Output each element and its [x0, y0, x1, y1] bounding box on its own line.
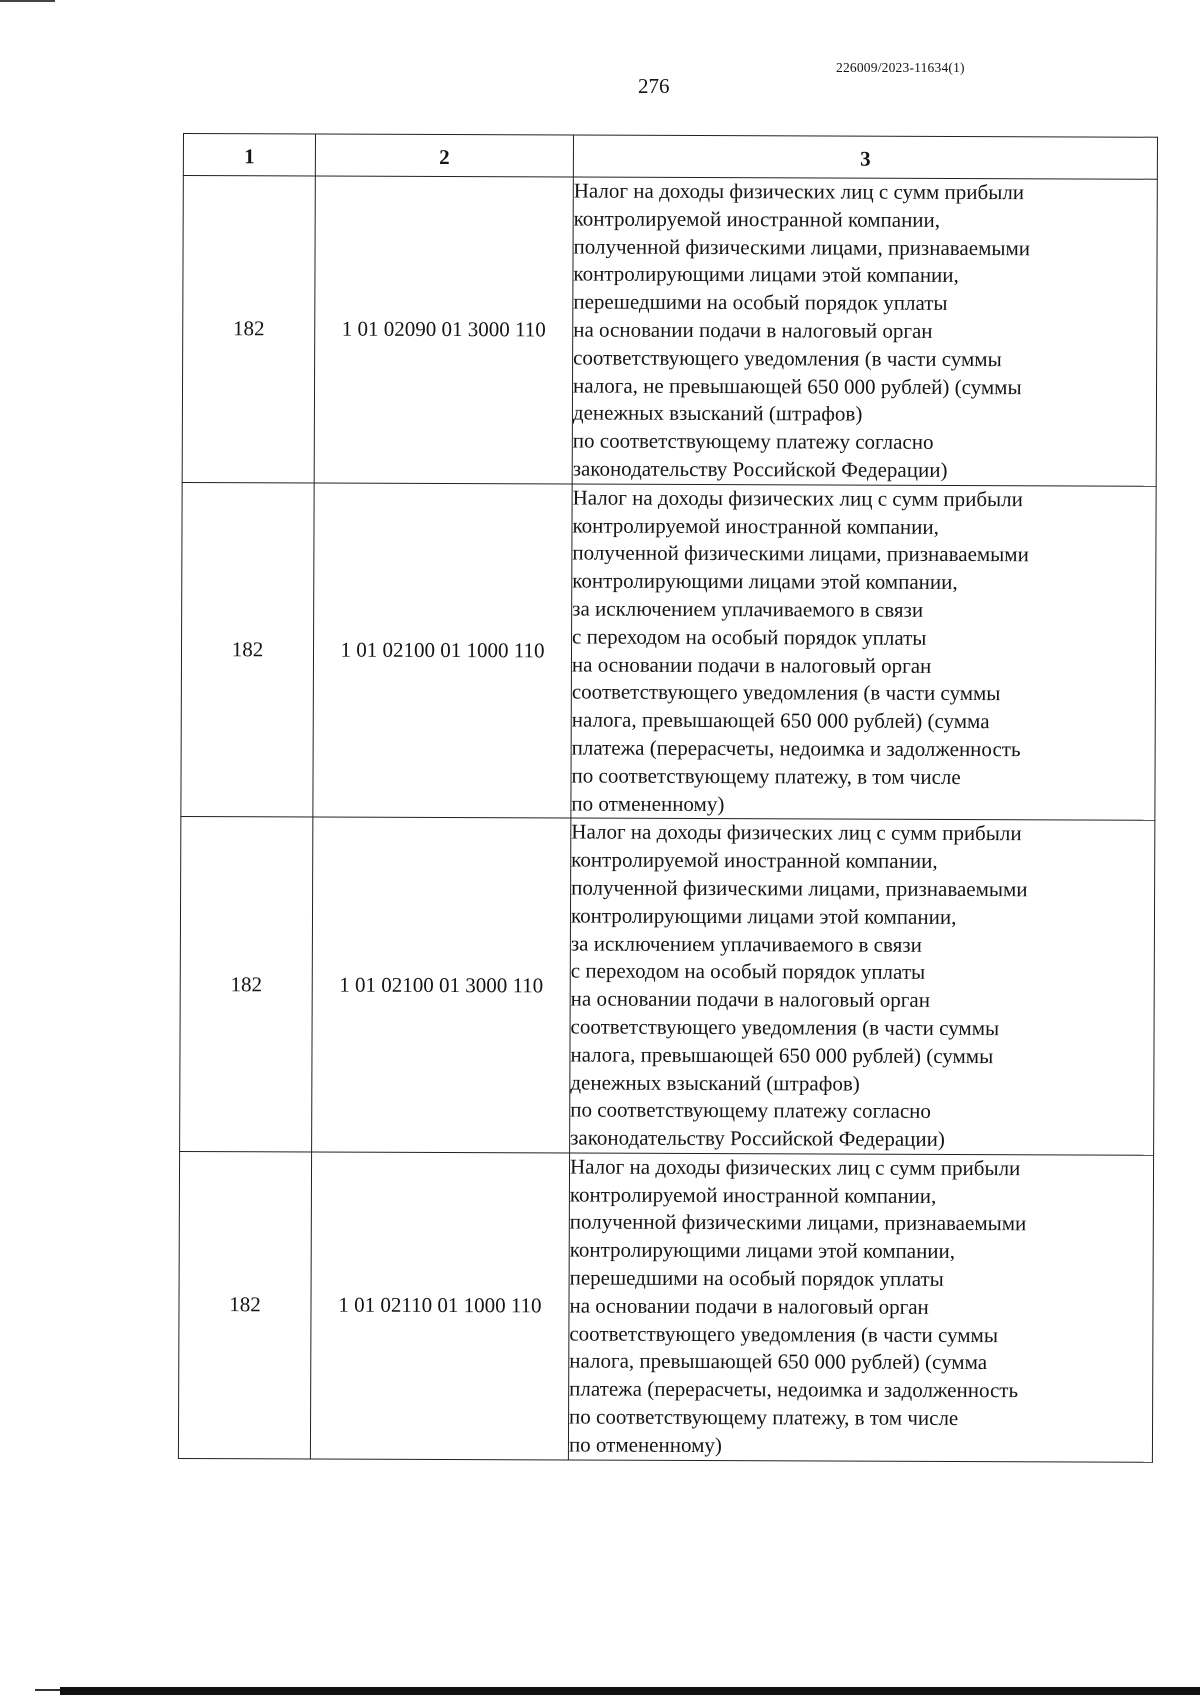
description-line: контролирующими лицами этой компании, [572, 568, 958, 595]
description-line: денежных взысканий (штрафов) [570, 1069, 860, 1096]
description-line: соответствующего уведомления (в части суммы [569, 1321, 998, 1347]
document-id: 226009/2023-11634(1) [836, 60, 965, 75]
description-line: контролирующими лицами этой компании, [573, 261, 959, 288]
table-row [182, 176, 1157, 487]
admin-code-cell: 182 [182, 176, 315, 483]
description-line: перешедшими на особый порядок уплаты [569, 1265, 944, 1292]
scan-edge-mark [0, 0, 55, 2]
kbk-cell: 1 01 02110 01 1000 110 [310, 1152, 569, 1460]
description-line: соответствующего уведомления (в части суммы [573, 345, 1002, 371]
description-line: на основании подачи в налоговый орган [569, 1293, 929, 1319]
budget-codes-table [178, 133, 1158, 1462]
scan-bottom-edge [60, 1687, 1200, 1695]
column-header-3: 3 [573, 135, 1157, 179]
description-line: контролируемой иностранной компании, [573, 206, 941, 232]
admin-code-cell: 182 [181, 482, 314, 817]
description-line: контролируемой иностранной компании, [569, 1182, 937, 1208]
description-line: Налог на доходы физических лиц с сумм прибыли [569, 1154, 1021, 1181]
description-line: налога, превышающей 650 000 рублей) (суммы [570, 1042, 994, 1068]
admin-code-cell: 182 [180, 817, 313, 1152]
description-line: полученной физическими лицами, признаваемыми [573, 234, 1031, 260]
description-line: перешедшими на особый порядок уплаты [573, 289, 948, 316]
description-line: с переходом на особый порядок уплаты [570, 958, 926, 985]
kbk-cell: 1 01 02100 01 3000 110 [312, 817, 571, 1153]
description-line: по отмененному) [568, 1432, 722, 1457]
kbk-cell: 1 01 02100 01 1000 110 [313, 483, 572, 819]
description-line: за исключением уплачиваемого в связи [572, 596, 924, 622]
description-line: по соответствующему платежу согласно [570, 1097, 931, 1124]
description-cell [568, 1153, 1153, 1462]
description-line: законодательству Российской Федерации) [570, 1125, 945, 1152]
description-line: Налог на доходы физических лиц с сумм прибыли [573, 178, 1025, 205]
description-line: по соответствующему платежу согласно [572, 428, 934, 455]
table-row [180, 817, 1155, 1155]
description-line: по соответствующему платежу, в том числе [571, 763, 961, 789]
description-line: платежа (перерасчеты, недоимка и задолженность [569, 1376, 1019, 1403]
description-line: налога, превышающей 650 000 рублей) (сумма [571, 707, 990, 734]
kbk-cell: 1 01 02090 01 3000 110 [314, 176, 573, 484]
column-header-1: 1 [183, 134, 315, 177]
description-line: за исключением уплачиваемого в связи [570, 931, 922, 957]
description-cell [570, 818, 1155, 1155]
description-line: по отмененному) [571, 791, 725, 816]
description-line: Налог на доходы физических лиц с сумм прибыли [571, 819, 1022, 846]
description-line: полученной физическими лицами, признаваемыми [572, 540, 1029, 567]
description-cell [571, 484, 1156, 821]
description-line: платежа (перерасчеты, недоимка и задолженность [571, 735, 1021, 762]
description-line: полученной физическими лицами, признаваемыми [571, 875, 1028, 902]
description-line: законодательству Российской Федерации) [572, 456, 948, 482]
description-line: контролирующими лицами этой компании, [570, 903, 957, 929]
page-number: 276 [638, 74, 670, 98]
description-line: на основании подачи в налоговый орган [570, 986, 931, 1012]
description-line: полученной физическими лицами, признаваемыми [569, 1209, 1027, 1236]
description-line: Налог на доходы физических лиц с сумм прибыли [572, 485, 1023, 511]
description-line: контролируемой иностранной компании, [572, 513, 939, 539]
description-line: денежных взысканий (штрафов) [572, 400, 863, 426]
description-line: контролируемой иностранной компании, [571, 847, 938, 874]
description-line: соответствующего уведомления (в части суммы [571, 679, 1001, 706]
description-line: налога, превышающей 650 000 рублей) (сумма [569, 1348, 988, 1375]
description-line: налога, не превышающей 650 000 рублей) (суммы [572, 373, 1022, 399]
description-line: по соответствующему платежу, в том числе [569, 1404, 959, 1431]
description-line: соответствующего уведомления (в части суммы [570, 1014, 1000, 1041]
column-header-2: 2 [315, 134, 573, 177]
scan-edge-mark [35, 1689, 60, 1691]
description-cell [572, 177, 1157, 486]
description-line: на основании подачи в налоговый орган [571, 652, 932, 678]
description-line: на основании подачи в налоговый орган [573, 317, 933, 343]
description-line: контролирующими лицами этой компании, [569, 1237, 956, 1264]
admin-code-cell: 182 [178, 1151, 311, 1458]
table-row [181, 482, 1156, 820]
table-row [178, 1151, 1153, 1462]
description-line: с переходом на особый порядок уплаты [572, 624, 927, 650]
table-header-row [183, 134, 1157, 180]
